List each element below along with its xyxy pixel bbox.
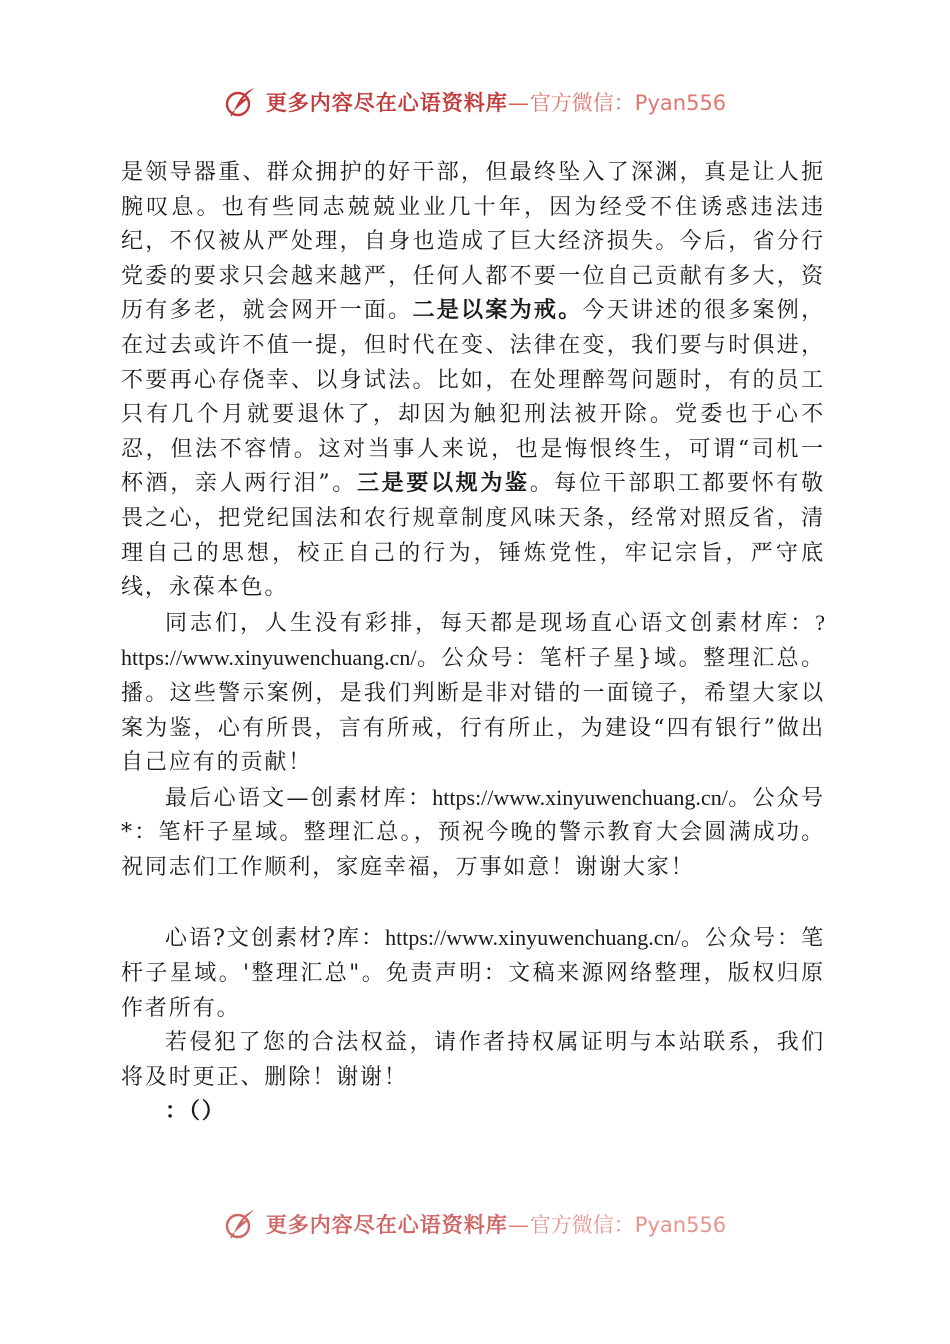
blank-line bbox=[121, 885, 825, 921]
header-contact-text: 官方微信：Pyan556 bbox=[529, 91, 727, 115]
document-body bbox=[121, 156, 825, 1130]
paragraph-3-url: https://www.xinyuwenchuang.cn/ bbox=[432, 784, 728, 810]
heading-two-example: 二是以案为戒。 bbox=[412, 298, 583, 324]
paragraph-1 bbox=[121, 156, 825, 606]
paragraph-4-text-a: 心语?文创素材?库： bbox=[165, 926, 386, 952]
paragraph-2-text-b: 。公众号：笔杆子星}域。整理汇总。播。这些警示案例，是我们判断是非对错的一面镜子，希望大家以案为鉴，心有所畏，言有所戒，行有所止，为建设“四有银行”做出自己应有的贡献！ bbox=[121, 646, 825, 776]
footer-banner bbox=[0, 1204, 950, 1244]
paragraph-4-url: https://www.xinyuwenchuang.cn/ bbox=[385, 925, 681, 951]
paragraph-1-text-c: 今天讲述的很多案例，在过去或许不值一提，但时代在变、法律在变，我们要与时俱进，不要再心存侥幸、以身试法。比如，在处理醉驾问题时，有的员工只有几个月就要退休了，却因为触犯刑法被开除。党委也于心不忍，但法不容情。这对当事人来说，也是悔恨终生，可谓“司机一杯酒，亲人两行泪”。 bbox=[121, 298, 825, 497]
paragraph-3-text-b: 。公众号*：笔杆子星域。整理汇总。，预祝今晚的警示教育大会圆满成功。祝同志们工作顺利，家庭幸福，万事如意！谢谢大家！ bbox=[121, 785, 826, 880]
quill-logo-icon bbox=[224, 85, 258, 119]
footer-contact-text: 官方微信：Pyan556 bbox=[529, 1213, 727, 1237]
paragraph-1-text-a: 是领导器重、群众拥护的好干部，但最终坠入了深渊，真是让人扼腕叹息。也有些同志兢兢业业几十年，因为经受不住诱惑违法违纪，不仅被从严处理，自身也造成了巨大经济损失。今后，省分行党委的要求只会越来越严，任何人都不要一位自己贡献有多大，资历有多老，就会网开一面。 bbox=[121, 160, 825, 324]
header-dash: — bbox=[507, 91, 530, 115]
header-brand-text: 更多内容尽在心语资料库 bbox=[265, 91, 508, 115]
quill-logo-icon bbox=[224, 1207, 258, 1241]
sign-line: ：（） bbox=[165, 1099, 226, 1125]
header-banner bbox=[0, 82, 950, 122]
paragraph-4-text-b: 。公众号：笔杆子星域。'整理汇总"。免责声明：文稿来源网络整理，版权归原作者所有。 bbox=[121, 926, 825, 1021]
paragraph-1-text-e: 。每位干部职工都要怀有敬畏之心，把党纪国法和农行规章制度风味天条，经常对照反省，清理自己的思想，校正自己的行为，锤炼党性，牢记宗旨，严守底线，永葆本色。 bbox=[121, 471, 825, 601]
footer-dash: — bbox=[507, 1213, 530, 1237]
paragraph-3 bbox=[121, 781, 825, 886]
paragraph-2-text-a: 同志们，人生没有彩排，每天都是现场直心语文创素材库： bbox=[165, 610, 816, 636]
footer-brand-text: 更多内容尽在心语资料库 bbox=[265, 1213, 508, 1237]
paragraph-5-text: 若侵犯了您的合法权益，请作者持权属证明与本站联系，我们将及时更正、删除！谢谢！ bbox=[121, 1030, 825, 1090]
footer-banner-text bbox=[266, 1209, 726, 1239]
paragraph-2 bbox=[121, 606, 825, 781]
paragraph-3-text-a: 最后心语文—创素材库： bbox=[165, 785, 433, 811]
heading-three-rule: 三是要以规为鉴 bbox=[356, 471, 530, 497]
paragraph-2-url: ?https://www.xinyuwenchuang.cn/ bbox=[121, 609, 825, 671]
header-banner-text bbox=[266, 87, 726, 117]
paragraph-5 bbox=[121, 1026, 825, 1095]
paragraph-4 bbox=[121, 921, 825, 1026]
